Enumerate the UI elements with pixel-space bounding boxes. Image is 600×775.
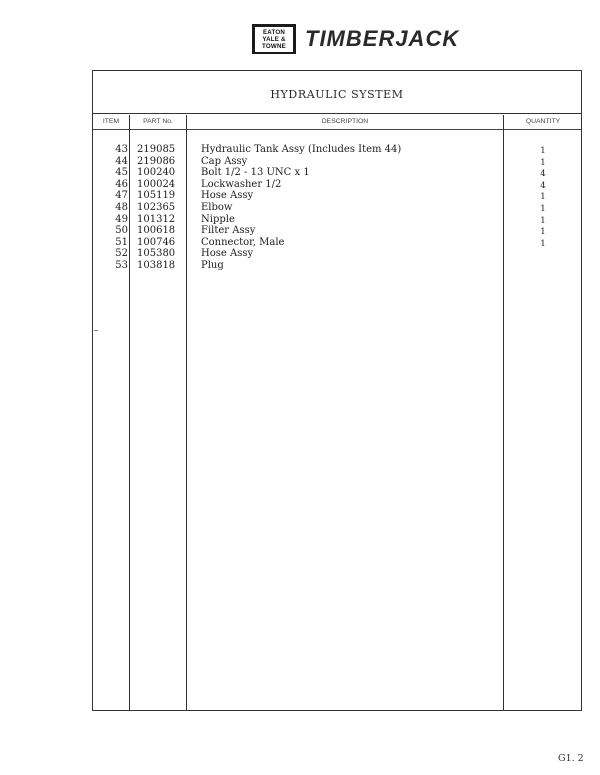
table-row-quantity: 1 (540, 238, 546, 249)
table-row-part-no: 103818 (137, 259, 176, 271)
table-row-part-no: 219085 (137, 144, 176, 155)
table-row-quantity (505, 250, 581, 262)
table-row-description: Bolt 1/2 - 13 UNC x 1 (201, 167, 310, 179)
table-row-part-no: 101312 (137, 213, 176, 225)
eaton-yale-towne-badge (252, 24, 296, 54)
table-row-part-no: 100618 (137, 225, 176, 237)
scan-mark (94, 330, 98, 331)
table-row-quantity: 1 (540, 192, 546, 203)
table-row-description: Nipple (201, 213, 235, 225)
table-row-description: Hydraulic Tank Assy (Includes Item 44) (201, 144, 402, 155)
table-row-quantity: 1 (540, 227, 546, 238)
parts-list-frame (92, 70, 582, 711)
page-number: G1. 2 (558, 753, 584, 764)
table-row-description: Hose Assy (201, 248, 254, 260)
table-row-item: 43 (115, 144, 128, 155)
badge-line-1: EATON (262, 28, 286, 36)
table-row-item: 47 (115, 190, 128, 202)
table-row-item: 44 (115, 155, 128, 167)
table-row-quantity: 4 (540, 180, 546, 191)
item-column (101, 144, 128, 272)
table-row-part-no: 100746 (137, 236, 176, 248)
table-row-description: Lockwasher 1/2 (201, 178, 282, 190)
part-number-column (137, 144, 187, 272)
header-part-no: PART No. (143, 118, 173, 125)
table-row-quantity: 1 (540, 215, 546, 226)
table-row-description: Connector, Male (201, 236, 285, 248)
table-row-item: 52 (115, 248, 128, 260)
table-row-part-no: 102365 (137, 201, 176, 213)
header-divider (93, 129, 581, 130)
table-row-item: 49 (115, 213, 128, 225)
table-row-description: Filter Assy (201, 225, 256, 237)
table-row-part-no: 219086 (137, 155, 176, 167)
table-row-item: 50 (115, 225, 128, 237)
table-row-item: 48 (115, 201, 128, 213)
page-title: HYDRAULIC SYSTEM (270, 88, 404, 101)
table-row-part-no: 100024 (137, 178, 176, 190)
header-description: DESCRIPTION (321, 118, 369, 125)
table-row-part-no: 105380 (137, 248, 176, 260)
badge-line-3: TOWNE (262, 42, 286, 50)
table-row-part-no: 105119 (137, 190, 176, 202)
column-divider-description (503, 115, 504, 710)
table-row-quantity (505, 262, 581, 274)
title-divider (93, 113, 581, 114)
timberjack-wordmark: TIMBERJACK (305, 26, 460, 51)
table-row-description: Elbow (201, 201, 233, 213)
table-row-description: Cap Assy (201, 155, 248, 167)
column-divider-item (129, 115, 130, 710)
header-item: ITEM (102, 118, 120, 125)
eaton-timberjack-logo (252, 23, 459, 55)
table-row-part-no: 100240 (137, 167, 176, 179)
table-row-quantity: 4 (540, 169, 546, 180)
badge-line-2: YALE & (262, 35, 286, 43)
header-quantity: QUANTITY (525, 118, 561, 125)
table-row-quantity: 1 (540, 157, 546, 168)
table-row-item: 45 (115, 167, 128, 179)
table-row-description: Plug (201, 259, 224, 271)
table-row-description: Hose Assy (201, 190, 254, 202)
description-column (201, 144, 501, 272)
table-row-item: 51 (115, 236, 128, 248)
table-row-item: 53 (115, 259, 128, 271)
quantity-column (505, 146, 581, 274)
table-row-quantity: 1 (540, 203, 546, 214)
table-row-quantity: 1 (540, 146, 546, 156)
table-row-item: 46 (115, 178, 128, 190)
